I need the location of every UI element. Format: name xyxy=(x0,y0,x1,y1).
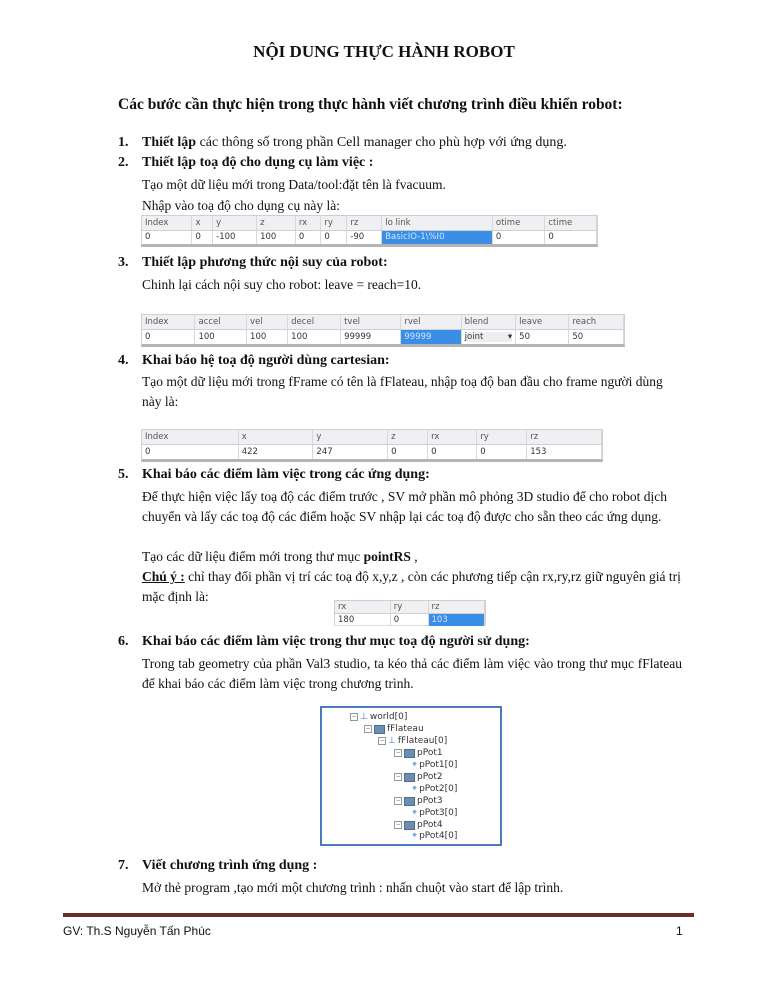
node-label: pPot1[0] xyxy=(419,760,458,770)
node-label: fFlateau[0] xyxy=(397,736,448,746)
step-number: 6. xyxy=(118,634,129,649)
folder-icon xyxy=(404,773,415,782)
collapse-icon[interactable]: − xyxy=(395,773,401,780)
cell[interactable]: 0 xyxy=(545,230,597,244)
column-header: accel xyxy=(195,315,247,330)
column-header: vel xyxy=(247,315,288,330)
cell[interactable]: 0 xyxy=(390,614,428,627)
column-header: rx xyxy=(335,601,390,614)
column-header: blend xyxy=(461,315,516,330)
cell[interactable]: 0 xyxy=(192,230,213,244)
point-icon: ⌖ xyxy=(412,784,418,794)
tree-node-world[interactable] xyxy=(350,712,407,722)
step-5-line-2 xyxy=(142,547,682,567)
tree-node-ppot2[interactable] xyxy=(394,772,443,782)
column-header: reach xyxy=(569,315,624,330)
node-label: pPot2 xyxy=(417,772,443,782)
cell[interactable]: -90 xyxy=(347,230,382,244)
node-label: world[0] xyxy=(369,712,408,722)
node-label: fFlateau xyxy=(387,724,424,734)
cell[interactable]: 0 xyxy=(142,445,238,460)
folder-icon xyxy=(404,821,415,830)
step-heading-text: Thiết lập toạ độ cho dụng cụ làm việc : xyxy=(142,155,374,170)
tree-node-ppot1-0[interactable] xyxy=(412,760,457,770)
tree-node-ppot3-0[interactable] xyxy=(412,808,457,818)
node-label: pPot4 xyxy=(417,820,443,830)
step-1-text: các thông số trong phần Cell manager cho phù hợp với ứng dụng. xyxy=(196,135,567,150)
column-header: y xyxy=(313,430,388,445)
tool-data-table xyxy=(141,215,598,247)
step-number: 5. xyxy=(118,467,129,482)
table-row xyxy=(142,445,602,460)
note-label: Chú ý : xyxy=(142,569,185,584)
step-7-line-1: Mở thẻ program ,tạo mới một chương trình : nhấn chuột vào start để lập trình. xyxy=(142,880,564,895)
column-header: lo link xyxy=(382,216,493,230)
cell[interactable]: 50 xyxy=(516,330,569,345)
column-header: ry xyxy=(321,216,347,230)
cell[interactable]: 0 xyxy=(142,230,192,244)
approach-data-table xyxy=(334,600,486,626)
step-7-heading xyxy=(118,858,317,874)
blend-value: joint xyxy=(464,332,484,342)
cell-selected[interactable]: BasicIO-1\%I0 xyxy=(382,230,493,244)
tree-node-ppot4-0[interactable] xyxy=(412,831,457,841)
step-heading-text: Khai báo các điểm làm việc trong các ứng dụng: xyxy=(142,467,430,482)
step-4-line-1: Tạo một dữ liệu mới trong fFrame có tên là fFlateau, nhập toạ độ ban đầu cho frame người dùng này là: xyxy=(142,374,663,409)
step-6-line-1: Trong tab geometry của phần Val3 studio, ta kéo thả các điểm làm việc vào trong thư mục fFlateau để khai báo các điểm làm việc trong chương trình. xyxy=(142,656,682,691)
column-header: rx xyxy=(428,430,477,445)
motion-data-table xyxy=(141,314,625,347)
column-header: decel xyxy=(288,315,341,330)
table-row xyxy=(142,330,624,345)
step-number: 7. xyxy=(118,858,129,873)
folder-name: pointRS xyxy=(363,549,411,564)
node-label: pPot1 xyxy=(417,748,443,758)
cell-selected[interactable]: 103 xyxy=(428,614,485,627)
column-header: x xyxy=(238,430,313,445)
column-header: Index xyxy=(142,315,195,330)
column-header: rz xyxy=(428,601,485,614)
step-6-heading xyxy=(118,634,530,650)
step-3-line-1: Chinh lại cách nội suy cho robot: leave = reach=10. xyxy=(142,277,422,292)
node-label: pPot3 xyxy=(417,796,443,806)
column-header: Index xyxy=(142,216,192,230)
cell[interactable]: 180 xyxy=(335,614,390,627)
cell[interactable]: 100 xyxy=(247,330,288,345)
cell[interactable]: 0 xyxy=(492,230,544,244)
footer-author: GV: Th.S Nguyễn Tấn Phúc xyxy=(63,924,211,938)
cell[interactable]: 422 xyxy=(238,445,313,460)
cell[interactable]: 0 xyxy=(428,445,477,460)
node-label: pPot4[0] xyxy=(419,831,458,841)
node-label: pPot2[0] xyxy=(419,784,458,794)
step-number: 1. xyxy=(118,135,129,150)
step-5-line-1: Để thực hiện việc lấy toạ độ các điểm trước , SV mở phần mô phỏng 3D studio để cho robot dịch chuyển và lấy các toạ độ các điểm hoặc SV nhập lại các toạ độ được cho sẵn theo các ứng dụng. xyxy=(142,489,668,524)
collapse-icon[interactable]: − xyxy=(365,725,371,732)
step-heading-text: Khai báo hệ toạ độ người dùng cartesian: xyxy=(142,353,390,368)
cell[interactable]: 0 xyxy=(295,230,321,244)
step-heading-text: Thiết lập phương thức nội suy của robot: xyxy=(142,255,388,270)
collapse-icon[interactable]: − xyxy=(395,797,401,804)
cell[interactable]: 0 xyxy=(388,445,428,460)
folder-icon xyxy=(404,749,415,758)
column-header: rz xyxy=(527,430,602,445)
point-icon: ⌖ xyxy=(412,760,418,770)
column-header: Index xyxy=(142,430,238,445)
cell[interactable]: 100 xyxy=(195,330,247,345)
tree-node-ppot4[interactable] xyxy=(394,820,443,830)
point-icon: ⌖ xyxy=(412,831,418,841)
step-2-line-1: Tạo một dữ liệu mới trong Data/tool:đặt tên là fvacuum. xyxy=(142,177,446,192)
column-header: ctime xyxy=(545,216,597,230)
column-header: otime xyxy=(492,216,544,230)
cell[interactable]: -100 xyxy=(213,230,257,244)
collapse-icon[interactable]: − xyxy=(379,737,385,744)
folder-icon xyxy=(404,797,415,806)
column-header: rx xyxy=(295,216,321,230)
text: Tạo các dữ liệu điểm mới trong thư mục xyxy=(142,549,364,564)
point-icon: ⌖ xyxy=(412,808,418,818)
step-number: 2. xyxy=(118,155,129,170)
collapse-icon[interactable]: − xyxy=(395,821,401,828)
cell[interactable]: 99999 xyxy=(341,330,401,345)
step-5-heading xyxy=(118,467,430,483)
cell[interactable]: 0 xyxy=(142,330,195,345)
frame-icon: ⊥ xyxy=(388,736,396,746)
step-1 xyxy=(118,135,567,151)
cell[interactable]: 100 xyxy=(288,330,341,345)
cell[interactable]: 0 xyxy=(477,445,527,460)
column-header: x xyxy=(192,216,213,230)
step-heading-text: Viết chương trình ứng dụng : xyxy=(142,858,318,873)
tree-node-fflateau[interactable] xyxy=(364,724,424,734)
step-2-heading xyxy=(118,155,373,171)
text: , xyxy=(410,549,418,564)
column-header: y xyxy=(213,216,257,230)
frame-icon: ⊥ xyxy=(360,712,368,722)
page-title: NỘI DUNG THỰC HÀNH ROBOT xyxy=(253,42,515,61)
cell[interactable]: 153 xyxy=(527,445,602,460)
page-number: 1 xyxy=(676,924,683,938)
column-header: rvel xyxy=(401,315,461,330)
cell[interactable]: 100 xyxy=(257,230,296,244)
column-header: ry xyxy=(390,601,428,614)
step-4-heading xyxy=(118,353,390,369)
dropdown-arrow-icon[interactable]: ▾ xyxy=(507,332,513,342)
node-label: pPot3[0] xyxy=(419,808,458,818)
tree-node-fflateau-0[interactable] xyxy=(378,736,447,746)
frame-data-table xyxy=(141,429,603,462)
folder-icon xyxy=(374,725,385,734)
intro-heading: Các bước cần thực hiện trong thực hành viết chương trình điều khiển robot: xyxy=(118,96,623,113)
column-header: rz xyxy=(347,216,382,230)
cell[interactable]: 0 xyxy=(321,230,347,244)
tree-node-ppot2-0[interactable] xyxy=(412,784,457,794)
column-header: z xyxy=(257,216,296,230)
column-header: z xyxy=(388,430,428,445)
tree-node-ppot1[interactable] xyxy=(394,748,443,758)
tree-node-ppot3[interactable] xyxy=(394,796,443,806)
step-number: 4. xyxy=(118,353,129,368)
step-number: 3. xyxy=(118,255,129,270)
geometry-tree xyxy=(320,706,502,846)
collapse-icon[interactable]: − xyxy=(395,749,401,756)
column-header: tvel xyxy=(341,315,401,330)
cell[interactable]: 247 xyxy=(313,445,388,460)
step-1-bold: Thiết lập xyxy=(142,135,197,150)
cell[interactable]: 50 xyxy=(569,330,624,345)
table-row xyxy=(142,230,597,244)
blend-dropdown[interactable] xyxy=(461,330,516,345)
step-3-heading xyxy=(118,255,388,271)
step-2-line-2: Nhập vào toạ độ cho dụng cụ này là: xyxy=(142,198,340,213)
table-row xyxy=(335,614,485,627)
collapse-icon[interactable]: − xyxy=(351,713,357,720)
note-text: chỉ thay đổi phần vị trí các toạ độ x,y,z , còn các phương tiếp cận rx,ry,rz giữ nguyên giá trị mặc định là: xyxy=(142,569,681,604)
column-header: ry xyxy=(477,430,527,445)
footer-divider xyxy=(63,913,694,917)
step-heading-text: Khai báo các điểm làm việc trong thư mục toạ độ người sử dụng: xyxy=(142,634,530,649)
column-header: leave xyxy=(516,315,569,330)
cell-selected[interactable]: 99999 xyxy=(401,330,461,345)
